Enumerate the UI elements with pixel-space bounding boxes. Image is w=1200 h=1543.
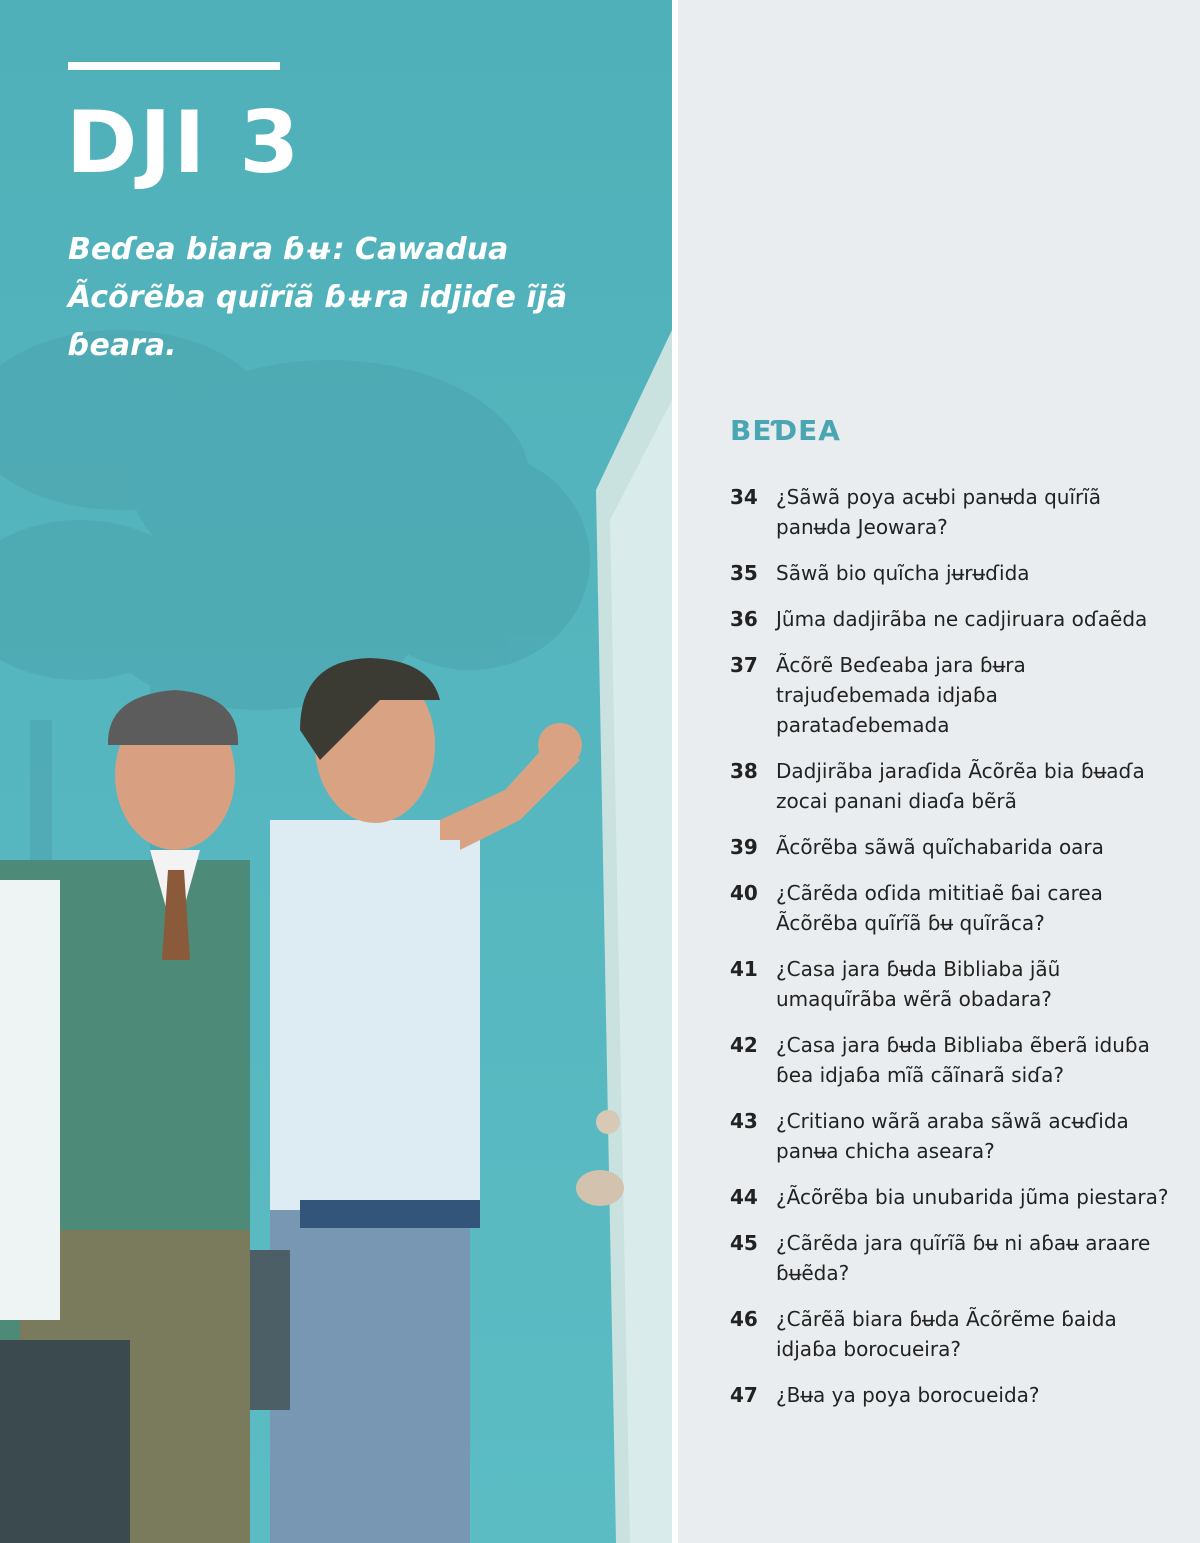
chapter-title: DJI 3 [66,93,302,193]
toc-item-title: Dadjirãba jaraɗida Ãcõrẽa bia ɓʉaɗa zocai panani diaɗa bẽrã [776,759,1145,813]
door-knocker [596,1110,620,1134]
toc-item[interactable] [730,954,1170,1014]
toc-item[interactable] [730,1182,1170,1212]
toc-item-title: ¿Cãrẽda jara quĩrĩã ɓʉ ni aɓaʉ araare ɓʉẽda? [776,1231,1151,1285]
toc-item[interactable] [730,1304,1170,1364]
toc-item-number: 36 [730,607,758,631]
door-knob [576,1170,624,1206]
toc-item-number: 39 [730,835,758,859]
toc-item[interactable] [730,558,1170,588]
bag [250,1250,290,1410]
contents-list [730,482,1170,1426]
belt [300,1200,480,1228]
toc-item-title: ¿Cãrẽda oɗida mititiaẽ ɓai carea Ãcõrẽba quĩrĩã ɓʉ quĩrãca? [776,881,1103,935]
toc-item-title: ¿Sãwã poya acʉbi panʉda quĩrĩã panʉda Jeowara? [776,485,1102,539]
door [576,330,672,1543]
toc-item-number: 34 [730,485,758,509]
toc-item[interactable] [730,1030,1170,1090]
toc-item[interactable] [730,832,1170,862]
toc-item-number: 44 [730,1185,758,1209]
toc-item-number: 41 [730,957,758,981]
chapter-subtitle: Beɗea biara ɓʉ: Cawadua Ãcõrẽba quĩrĩã ɓʉra idjiɗe ĩjã ɓeara. [68,232,568,363]
toc-item-number: 42 [730,1033,758,1057]
toc-item[interactable] [730,1106,1170,1166]
toc-item[interactable] [730,604,1170,634]
toc-item[interactable] [730,1228,1170,1288]
toc-item-title: ¿Ãcõrẽba bia unubarida jũma piestara? [776,1185,1169,1209]
toc-item-number: 47 [730,1383,758,1407]
toc-item-title: Ãcõrẽba sãwã quĩchabarida oara [776,835,1104,859]
toc-item-number: 38 [730,759,758,783]
toc-item-number: 40 [730,881,758,905]
title-rule [68,62,280,70]
fist [538,723,582,767]
toc-item-title: ¿Critiano wãrã araba sãwã acʉɗida panʉa chicha aseara? [776,1109,1129,1163]
contents-heading: BEƊEA [730,414,841,447]
toc-item-title: ¿Casa jara ɓʉda Bibliaba ẽberã iduɓa ɓea idjaɓa mĩã cãĩnarã siɗa? [776,1033,1150,1087]
toc-item-number: 46 [730,1307,758,1331]
toc-item-title: Ãcõrẽ Beɗeaba jara ɓʉra trajuɗebemada idjaɓa parataɗebemada [776,653,1026,737]
toc-item[interactable] [730,878,1170,938]
toc-item[interactable] [730,756,1170,816]
toc-item-number: 43 [730,1109,758,1133]
briefcase [0,1340,130,1543]
toc-item-title: Sãwã bio quĩcha jʉrʉɗida [776,561,1030,585]
toc-item-number: 45 [730,1231,758,1255]
toc-item-title: ¿Bʉa ya poya borocueida? [776,1383,1040,1407]
toc-item[interactable] [730,1380,1170,1410]
toc-item-title: Jũma dadjirãba ne cadjiruara oɗaẽda [776,607,1148,631]
toc-item[interactable] [730,482,1170,542]
younger-man [250,658,582,1543]
toc-item-title: ¿Casa jara ɓʉda Bibliaba jãũ umaquĩrãba wẽrã obadara? [776,957,1061,1011]
toc-item-number: 37 [730,653,758,677]
toc-item-number: 35 [730,561,758,585]
toc-item-title: ¿Cãrẽã biara ɓʉda Ãcõrẽme ɓaida idjaɓa borocueira? [776,1307,1117,1361]
toc-item[interactable] [730,650,1170,740]
